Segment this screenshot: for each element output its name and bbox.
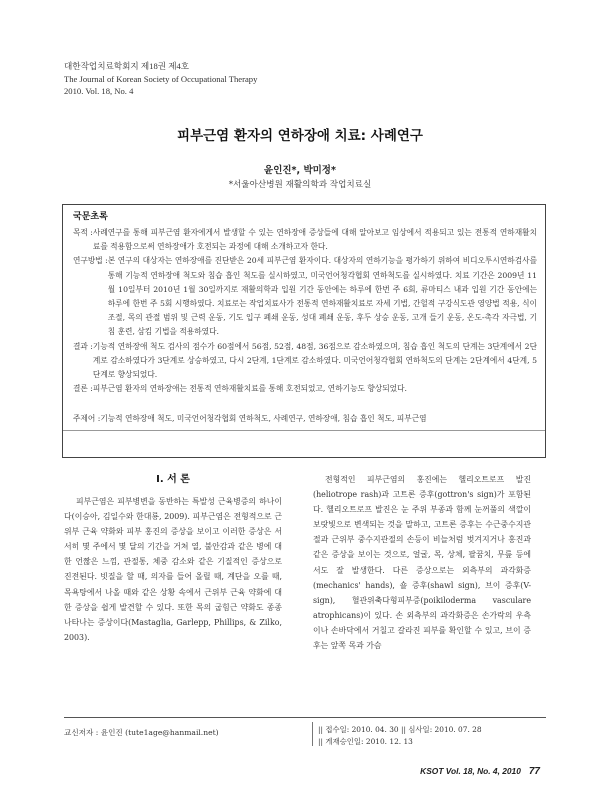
submission-dates <box>318 724 482 747</box>
footer-divider <box>312 722 313 746</box>
abstract-label: 결론 : <box>73 384 93 394</box>
keywords-label: 주제어 : <box>73 414 101 424</box>
abstract-text: 기능적 연하장애 척도 검사의 점수가 60점에서 56점, 52점, 48점, 36점으로 감소하였으며, 침습 흡인 척도의 단계는 3단계에서 2단계로 감소하였다가 3단계로 상승하였고, 다시 2단계, 1단계로 감소하였다. 미국언어청각협회 연하척도의 단계는 2단계에서 4단계, 5단계로 향상되었다. <box>92 341 537 380</box>
right-column <box>313 472 531 653</box>
authors: 윤인진*, 박미정* <box>264 165 336 176</box>
abstract-label: 목적 : <box>73 228 93 237</box>
abstract-conclusion <box>73 382 537 396</box>
journal-issue: 2010. Vol. 18, No. 4 <box>64 86 134 96</box>
abstract-heading: 국문초록 <box>73 212 108 222</box>
abstract-label: 연구방법 : <box>73 256 108 266</box>
page-number: 77 <box>528 766 540 777</box>
affiliation: *서울아산병원 재활의학과 작업치료실 <box>228 180 372 190</box>
folio-journal: KSOT Vol. 18, No. 4, 2010 <box>420 766 521 776</box>
abstract-text: 본 연구의 대상자는 연하장애를 진단받은 20세 피부근염 환자이다. 대상자의 연하기능을 평가하기 위하여 비디오투시연하검사를 통해 기능적 연하장애 척도와 침습 흡인 척도를 실시하였고, 미국언어청각협회 연하척도를 실시하였다. 치료 기간은 2009년 11월 10일부터 2010년 1월 30일까지로 재활의학과 입원 기간 동안에는 하루에 한번 주 6회, 류마티스 내과 입원 기간 동안에는 하루에 한번 주 5회 시행하였다. 치료로는 작업치료사가 전통적 연하재활치료로 자세 기법, 간헐적 구강식도관 영양법 적용, 식이 조절, 목의 관절 범위 및 근력 운동, 기도 입구 폐쇄 운동, 성대 폐쇄 운동, 후두 상승 운동, 고개 들기 운동, 온도-촉각 자극법, 기침 훈련, 삼킴 기법을 적용하였다. <box>107 256 537 337</box>
keywords-text: 기능적 연하장애 척도, 미국언어청각협회 연하척도, 사례연구, 연하장애, 침습 흡인 척도, 피부근염 <box>100 414 427 424</box>
abstract-label: 결과 : <box>73 341 93 351</box>
intro-paragraph-right: 전형적인 피부근염의 홍진에는 헬리오트로프 발진(heliotrope rash)과 고트론 증후(gottron's sign)가 포함된다. 헬리오트로프 발진은 눈 주위 부종과 함께 눈꺼풀의 색깔이 보랏빛으로 변색되는 것을 말하고, 고트론 증후는 수근중수지관절과 근위부 중수지관절의 손등이 비늘처럼 벗겨지거나 홍진과 같은 증상을 보이는 것으로, 얼굴, 목, 상체, 팔꿈치, 무릎 등에서도 잘 발생한다. 다른 증상으로는 외측부의 과각화증(mechanics' hands), 숄 증후(shawl sign), 브이 증후(V-sign), 혈관위축다형피부증(poikiloderma vasculare atrophicans)이 있다. 손 외측부의 과각화증은 손가락의 우측이나 손바닥에서 거칠고 갈라진 피부를 확인할 수 있고, 브이 증후는 앞쪽 목과 가슴 <box>313 475 531 651</box>
abstract-purpose <box>73 226 537 254</box>
abstract-text: 피부근염 환자의 연하장애는 전통적 연하재활치료를 통해 호전되었고, 연하기능도 향상되었다. <box>92 384 407 394</box>
abstract-results <box>73 340 537 383</box>
journal-english-name: The Journal of Korean Society of Occupational Therapy <box>64 73 258 84</box>
section-heading: Ⅰ. 서 론 <box>156 474 190 485</box>
abstract-keywords <box>73 404 537 426</box>
keyword-divider <box>63 430 545 431</box>
abstract-text: 사례연구를 통해 피부근염 환자에게서 발생할 수 있는 연하장애 증상들에 대해 알아보고 임상에서 적용되고 있는 전통적 연하재활치료를 적용함으로써 연하장애가 호전되는 과정에 대해 소개하고자 한다. <box>92 228 537 252</box>
journal-korean-name: 대한작업치료학회지 제18권 제4호 <box>64 61 190 71</box>
paper-title: 피부근염 환자의 연하장애 치료: 사례연구 <box>177 128 423 144</box>
journal-header <box>64 60 257 98</box>
corresponding-author: 교신저자 : 윤인진 (tute1age@hanmail.net) <box>64 728 219 737</box>
footer-rule <box>64 717 546 718</box>
received-reviewed-dates: || 접수일: 2010. 04. 30 || 심사일: 2010. 07. 28 <box>318 725 482 734</box>
intro-paragraph-left: 피부근염은 피부병변을 동반하는 특발성 근육병증의 하나이다(이승아, 김일수와 한대룡, 2009). 피부근염은 전형적으로 근위부 근육 약화와 피부 홍진의 증상을 보이고 이러한 증상은 서서히 몇 주에서 몇 달의 기간을 거쳐 열, 불안감과 같은 병에 대한 언짢은 느낌, 관절통, 체중 감소와 같은 기질적인 증상으로 진전된다. 빗질을 할 때, 의자를 들어 올릴 때, 계단을 오를 때, 목욕탕에서 나올 때와 같은 상황 속에서 근위부 근육 약화에 대한 증상을 쉽게 발견할 수 있다. 또한 목의 굽힘근 약화도 종종 나타나는 증상이다(Mastaglia, Garlepp, Phillips, & Zilko, 2003). <box>64 497 282 642</box>
left-column <box>64 472 282 645</box>
abstract-methods <box>73 254 537 339</box>
accepted-date: || 게재승인일: 2010. 12. 13 <box>318 736 413 746</box>
page-folio <box>420 766 540 777</box>
abstract-box <box>62 204 546 458</box>
